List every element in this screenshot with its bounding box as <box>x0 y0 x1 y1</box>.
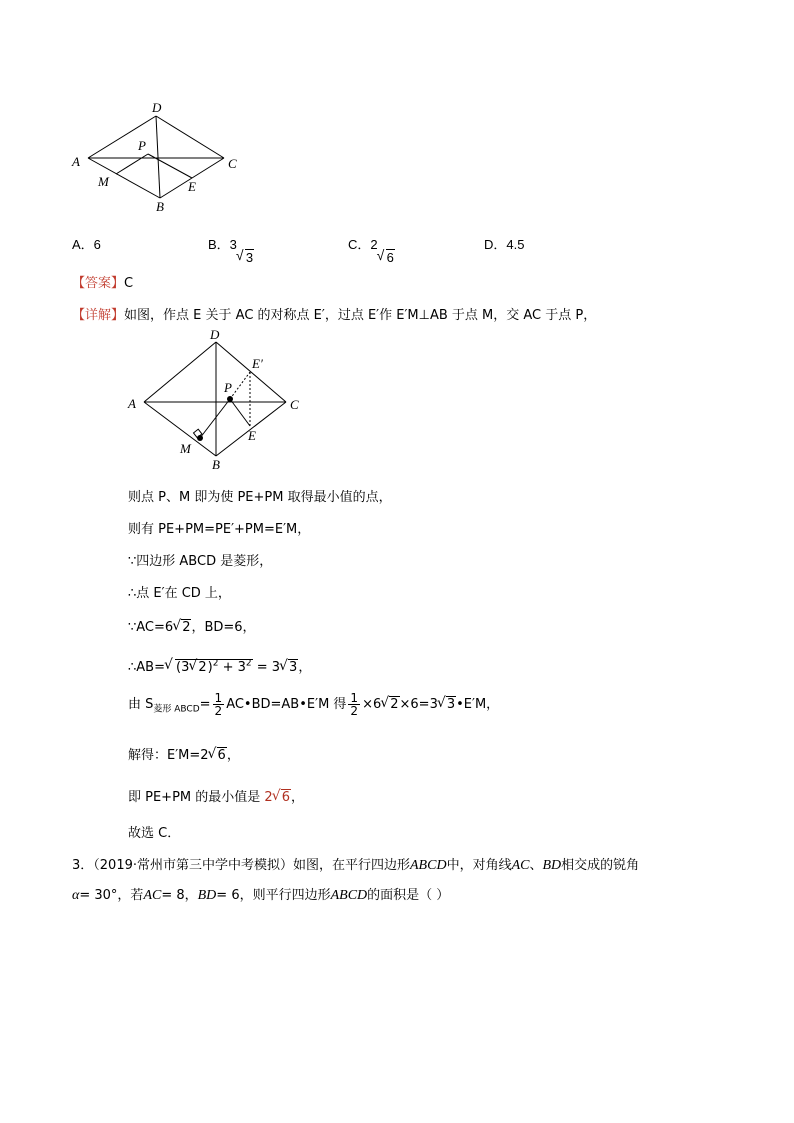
label-a: A <box>128 396 136 411</box>
q3-t4: = 30°，若 <box>79 888 144 903</box>
q3-abcd: ABCD <box>410 858 447 873</box>
answer-options <box>72 234 672 265</box>
option-b[interactable] <box>208 234 254 265</box>
sqrt-symbol <box>165 659 253 675</box>
answer-bracket-open: 【 <box>72 276 86 291</box>
label-p: P <box>224 380 232 395</box>
line5-a: ∵AC=6 <box>128 620 174 635</box>
line7-rad2: 3 <box>446 697 456 712</box>
solution-line-5 <box>128 616 256 635</box>
line8-radicand: 6 <box>217 748 226 763</box>
frac-num-2: 1 <box>350 691 359 705</box>
fraction-half-2 <box>348 692 360 717</box>
frac-den-2: 2 <box>350 704 359 718</box>
label-d: D <box>152 100 162 115</box>
answer-label: 答案 <box>85 276 112 291</box>
sqrt-symbol <box>189 660 207 675</box>
question-3-line-1 <box>72 854 639 874</box>
label-a: A <box>72 154 80 169</box>
answer-line <box>72 272 133 291</box>
detail-line <box>72 304 596 323</box>
line7-e: •E′M， <box>456 697 500 712</box>
label-e: E <box>248 428 256 443</box>
line6-sq1: 2 <box>212 658 219 669</box>
solution-line-10: 故选 C． <box>128 826 181 841</box>
option-b-radicand: 3 <box>245 250 254 265</box>
detail-label: 详解 <box>85 308 112 323</box>
line8-b: ， <box>226 748 240 763</box>
option-a[interactable]: A．6 <box>72 237 101 252</box>
segment-ad <box>144 342 216 402</box>
solution-line-8 <box>128 744 240 763</box>
q3-source: （2019·常州市第三中学中考模拟）如图，在平行四边形 <box>93 858 410 873</box>
label-e-prime: E′ <box>252 356 263 371</box>
sqrt-symbol <box>280 660 298 675</box>
line7-sub: 菱形 ABCD <box>153 704 200 715</box>
solution-line-1: 则点 P、M 即为使 PE+PM 取得最小值的点， <box>128 490 392 505</box>
sqrt-symbol <box>173 620 191 635</box>
line7-a: 由 S <box>128 697 154 712</box>
option-c-radicand: 6 <box>386 250 394 265</box>
q3-t6: = 6，则平行四边形 <box>216 888 331 903</box>
line8-a: 解得：E′M=2 <box>128 748 209 763</box>
line9-b: ， <box>290 790 304 805</box>
label-c: C <box>290 397 299 412</box>
q3-alpha: α <box>72 888 80 903</box>
q3-number: 3． <box>72 858 94 873</box>
solution-line-6 <box>128 656 311 675</box>
segment-mp <box>116 154 148 174</box>
q3-t3: 相交成的锐角 <box>561 858 640 873</box>
label-b: B <box>156 199 164 214</box>
line6-plus: + 3 <box>222 660 246 675</box>
line9-two: 2 <box>264 790 273 805</box>
fraction-half <box>213 692 225 717</box>
frac-den: 2 <box>214 704 223 718</box>
option-c-prefix: C．2 <box>348 237 378 252</box>
solution-line-9 <box>128 786 304 805</box>
rhombus-figure-1 <box>60 98 260 216</box>
option-d[interactable]: D．4.5 <box>484 237 525 252</box>
segment-mp <box>200 399 230 438</box>
line6-radicand-final: 3 <box>289 660 298 675</box>
line9-a: 即 PE+PM 的最小值是 <box>128 790 261 805</box>
detail-bracket-open: 【 <box>72 308 86 323</box>
line5-b: ，BD=6， <box>191 620 256 635</box>
segment-pep-dashed <box>230 372 250 399</box>
q3-t2: 、 <box>529 858 543 873</box>
label-c: C <box>228 156 237 171</box>
sqrt-symbol <box>381 697 399 712</box>
point-p <box>227 396 233 402</box>
q3-t7: 的面积是（ ） <box>367 888 450 903</box>
option-c[interactable] <box>348 234 394 265</box>
sqrt-symbol <box>209 748 227 763</box>
answer-value: C <box>124 276 134 291</box>
line7-eq: = <box>199 697 211 712</box>
q3-t1: 中，对角线 <box>446 858 512 873</box>
sqrt-symbol <box>438 697 456 712</box>
solution-line-4: ∴点 E′在 CD 上， <box>128 586 231 601</box>
label-p: P <box>138 138 146 153</box>
line6-eq: = 3 <box>256 660 281 675</box>
q3-ac: AC <box>511 858 530 873</box>
line7-d: ×6=3 <box>399 697 438 712</box>
q3-bd: BD <box>542 858 562 873</box>
question-3-line-2 <box>72 884 449 904</box>
q3-bd2: BD <box>197 888 217 903</box>
diagonal-db <box>156 116 160 198</box>
segment-pe <box>230 399 250 426</box>
label-m: M <box>180 441 191 456</box>
detail-text: 如图，作点 E 关于 AC 的对称点 E′，过点 E′作 E′M⊥AB 于点 M，交 AC 于点 P， <box>124 308 597 323</box>
label-m: M <box>98 174 109 189</box>
line5-radicand: 2 <box>182 620 191 635</box>
rhombus-figure-2 <box>120 326 320 476</box>
detail-bracket-close: 】 <box>111 308 125 323</box>
sqrt-symbol <box>273 790 291 805</box>
q3-ac2: AC <box>143 888 162 903</box>
line6-a: ∴AB= <box>128 660 165 675</box>
solution-line-7 <box>128 692 499 717</box>
q3-abcd2: ABCD <box>330 888 368 903</box>
label-b: B <box>212 457 220 472</box>
line9-radicand: 6 <box>281 790 290 805</box>
label-e: E <box>188 179 196 194</box>
solution-line-3: ∵四边形 ABCD 是菱形， <box>128 554 273 569</box>
q3-t5: = 8， <box>161 888 198 903</box>
line6-end: ， <box>298 660 312 675</box>
option-b-prefix: B．3 <box>208 237 237 252</box>
frac-num: 1 <box>214 691 223 705</box>
segment-dc <box>156 116 224 158</box>
line6-inner-3: 3 <box>181 660 190 675</box>
label-d: D <box>210 327 220 342</box>
line6-radicand: (3√ $2)^2 + 3^2$ <box>175 659 253 675</box>
line7-c: ×6 <box>362 697 382 712</box>
line6-inner-radicand: 2 <box>198 660 207 675</box>
point-m <box>197 435 203 441</box>
answer-bracket-close: 】 <box>111 276 125 291</box>
line7-b: AC•BD=AB•E′M 得 <box>226 697 347 712</box>
line7-rad1: 2 <box>390 697 399 712</box>
line6-sq2: 2 <box>245 658 252 669</box>
solution-line-2: 则有 PE+PM=PE′+PM=E′M， <box>128 522 311 537</box>
